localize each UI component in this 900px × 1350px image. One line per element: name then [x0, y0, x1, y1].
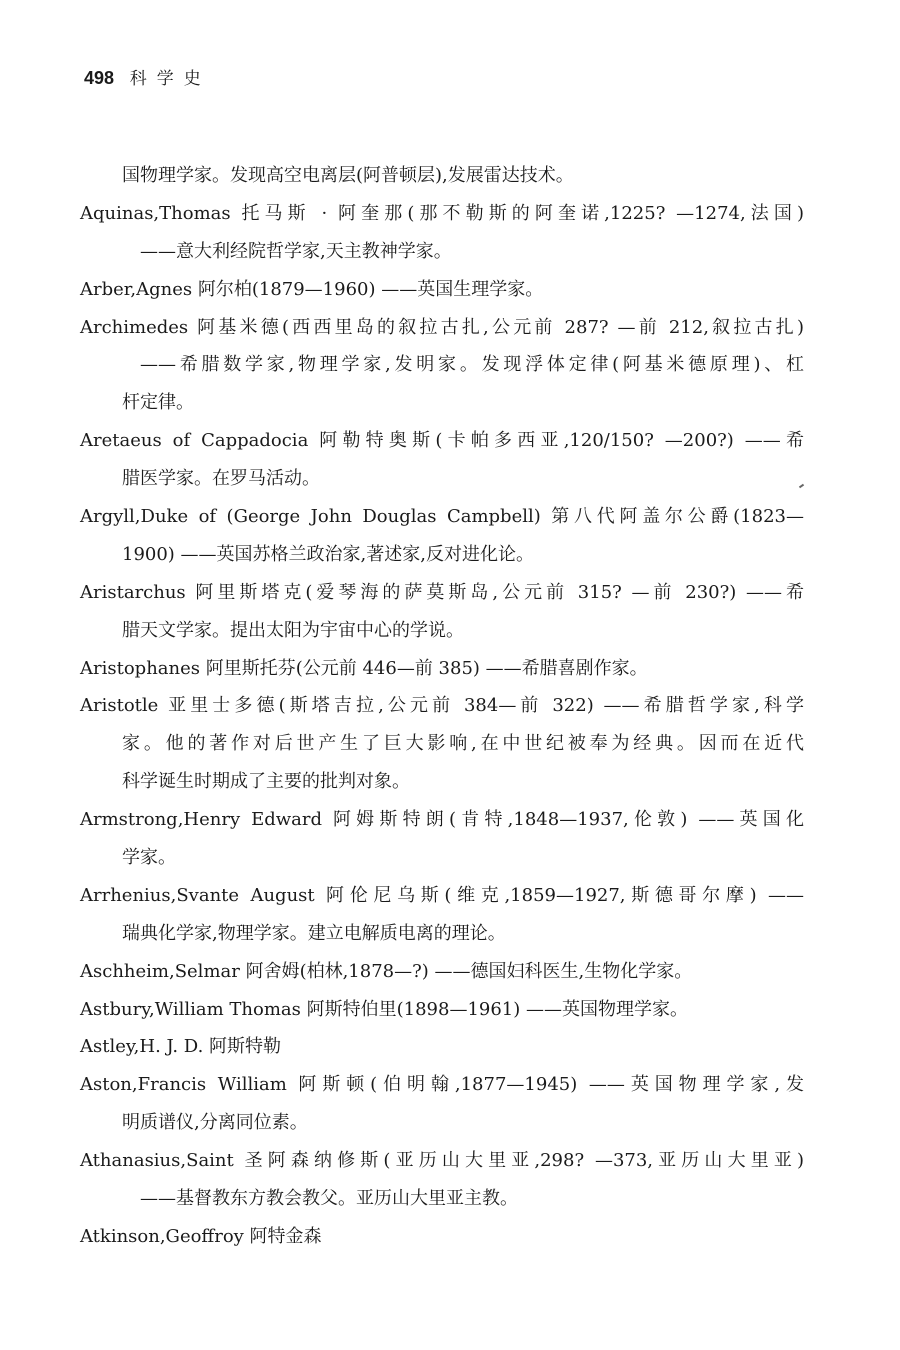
text-line: 1900) ——英国苏格兰政治家,著述家,反对进化论。 — [122, 543, 534, 565]
text-line: ——基督教东方教会教父。亚历山大里亚主教。 — [140, 1188, 518, 1210]
text-line: Astbury,William Thomas 阿斯特伯里(1898—1961) ——英国物理学家。 — [80, 998, 688, 1020]
text-line: Archimedes 阿基米德(西西里岛的叙拉古扎,公元前 287? —前 212,叙拉古扎) — [80, 316, 804, 338]
text-line: Argyll,Duke of (George John Douglas Campbell) 第八代阿盖尔公爵(1823— — [80, 506, 804, 528]
text-line: Aretaeus of Cappadocia 阿勒特奥斯(卡帕多西亚,120/150? —200?) ——希 — [80, 430, 804, 452]
text-line: Aristarchus 阿里斯塔克(爱琴海的萨莫斯岛,公元前 315? —前 230?) ——希 — [80, 581, 804, 603]
text-line: 明质谱仪,分离同位素。 — [122, 1112, 308, 1134]
text-line: Atkinson,Geoffroy 阿特金森 — [80, 1225, 322, 1247]
text-line: 国物理学家。发现高空电离层(阿普顿层),发展雷达技术。 — [122, 165, 574, 186]
text-line: Arber,Agnes 阿尔柏(1879—1960) ——英国生理学家。 — [80, 278, 544, 300]
text-line: Aquinas,Thomas 托马斯 · 阿奎那(那不勒斯的阿奎诺,1225? —1274,法国) — [80, 202, 804, 224]
text-line: Astley,H. J. D. 阿斯特勒 — [80, 1036, 282, 1058]
glossary-entries — [80, 157, 804, 1256]
text-line: ——希腊数学家,物理学家,发明家。发现浮体定律(阿基米德原理)、杠 — [140, 354, 804, 376]
text-line: 腊天文学家。提出太阳为宇宙中心的学说。 — [122, 619, 464, 641]
text-line: Armstrong,Henry Edward 阿姆斯特朗(肯特,1848—1937,伦敦) ——英国化 — [80, 809, 804, 831]
text-line: 科学诞生时期成了主要的批判对象。 — [122, 771, 410, 793]
text-line: Athanasius,Saint 圣阿森纳修斯(亚历山大里亚,298? —373,亚历山大里亚) — [80, 1150, 804, 1172]
book-title: 科学史 — [129, 69, 211, 89]
text-line: 瑞典化学家,物理学家。建立电解质电离的理论。 — [122, 922, 506, 944]
text-line: Arrhenius,Svante August 阿伦尼乌斯(维克,1859—1927,斯德哥尔摩) —— — [80, 884, 804, 906]
text-line: Aristotle 亚里士多德(斯塔吉拉,公元前 384—前 322) ——希腊哲学家,科学 — [80, 695, 804, 717]
text-line: Aston,Francis William 阿斯顿(伯明翰,1877—1945) ——英国物理学家,发 — [80, 1074, 804, 1096]
text-line: 家。他的著作对后世产生了巨大影响,在中世纪被奉为经典。因而在近代 — [122, 733, 804, 755]
text-line: ——意大利经院哲学家,天主教神学家。 — [140, 240, 452, 262]
text-line: 学家。 — [122, 847, 176, 869]
text-line: Aristophanes 阿里斯托芬(公元前 446—前 385) ——希腊喜剧作家。 — [80, 657, 648, 679]
page-number: 498 — [84, 68, 115, 88]
text-line: Aschheim,Selmar 阿舍姆(柏林,1878—?) ——德国妇科医生,生物化学家。 — [80, 960, 693, 982]
text-line: 腊医学家。在罗马活动。 — [122, 468, 320, 490]
page-header — [84, 64, 211, 93]
text-line: 杆定律。 — [122, 392, 194, 414]
